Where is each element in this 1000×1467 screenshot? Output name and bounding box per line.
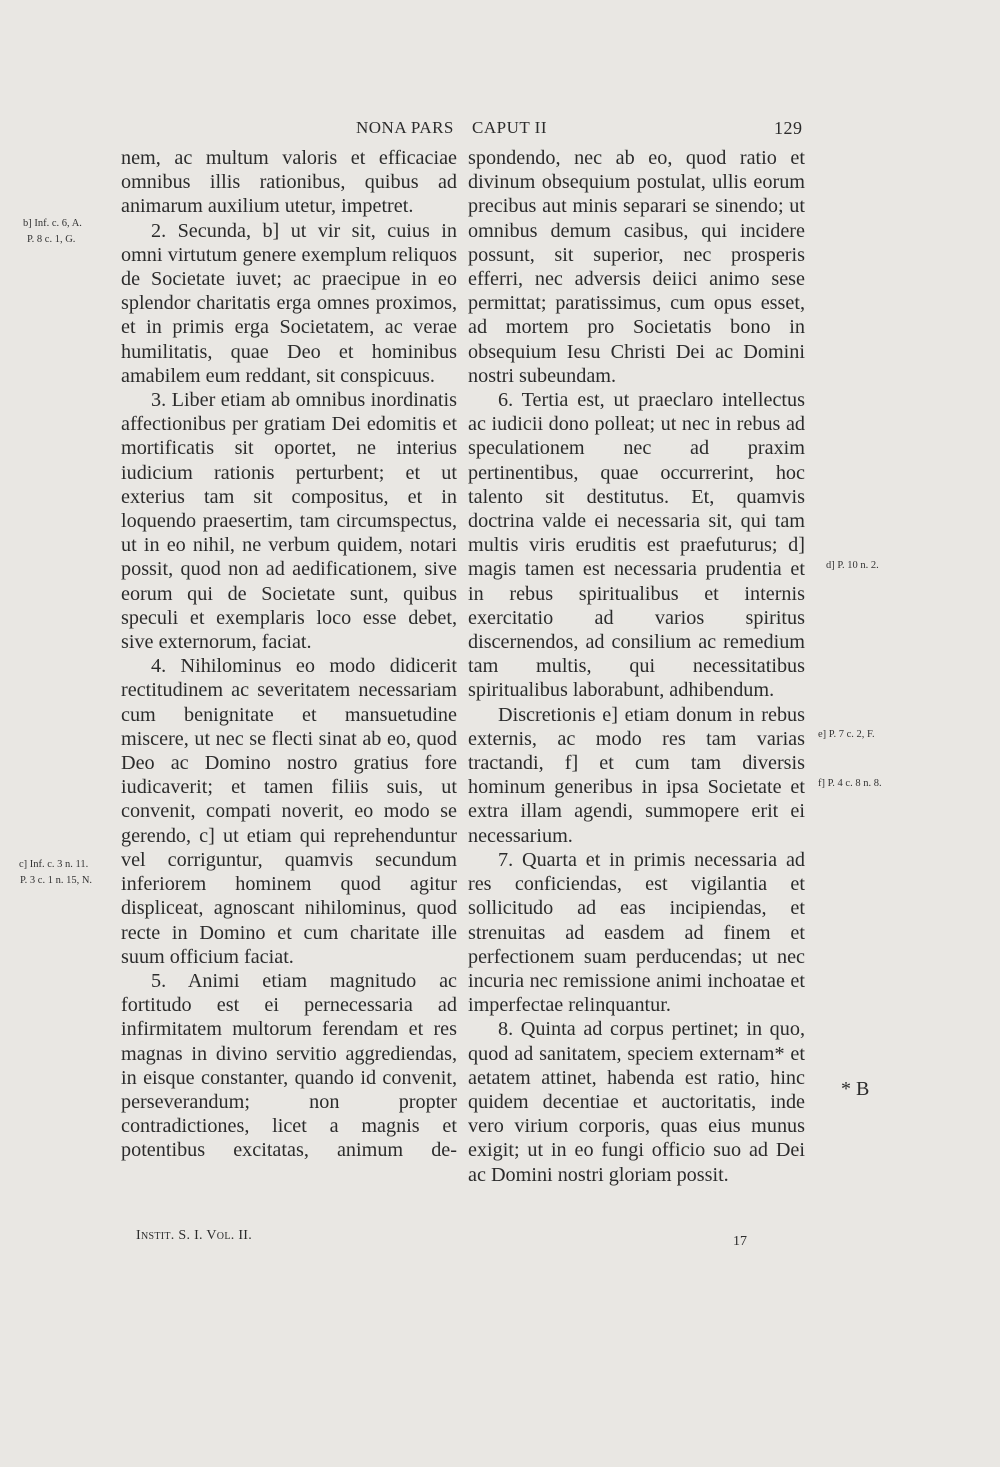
footer-sheet-number: 17 [733,1234,747,1249]
page-number: 129 [774,118,803,138]
margin-note-c-1: c] Inf. c. 3 n. 11. [19,859,89,870]
paragraph: spondendo, nec ab eo, quod ratio et divinum obsequium postulat, ullis eorum precibus aut minis separari se sinendo; ut omnibus demum casibus, qui incidere possunt, sit superior, nec prosperis efferri, nec adversis deiici animo sese permittat; paratissimus, cum opus esset, ad mortem pro Societatis bono in obsequium Iesu Christi Dei ac Domini nostri subeundam. [468,147,805,387]
paragraph: 5. Animi etiam magnitudo ac fortitudo est ei pernecessaria ad infirmitatem multorum ferendam et res magnas in divino servitio aggrediendas, in eisque constanter, quando id convenit, perseverandum; non propter contradictiones, licet a magnis et potentibus excitatas, animum de- [121,969,457,1162]
margin-note-e: e] P. 7 c. 2, F. [818,729,875,740]
margin-note-c-2: P. 3 c. 1 n. 15, N. [20,875,93,886]
paragraph: Discretionis e] etiam donum in rebus externis, ac modo res tam varias tractandi, f] et cum tam diversis hominum generibus in ipsa Societate et extra illam agendi, summopere erit ei necessarium. [468,703,805,847]
paragraph: 2. Secunda, b] ut vir sit, cuius in omni virtutum genere exemplum reliquos de Societate iuvet; ac praecipue in eo splendor charitatis erga omnes proximos, et in primis erga Societatem, ac verae humilitatis, quae Deo et hominibus amabilem eum reddant, sit conspicuus. [121,219,457,387]
running-head-part: NONA PARS [356,118,454,137]
paragraph: 4. Nihilominus eo modo didicerit rectitudinem ac severitatem necessariam cum benignitate et mansuetudine miscere, ut nec se flecti sinat ab eo, quod Deo ac Domino nostro gratius fore iudicaverit; et tamen filiis suis, ut convenit, compati noverit, eo modo se gerendo, c] ut etiam qui reprehenduntur vel corriguntur, quamvis secundum inferiorem hominem quod agitur displiceat, agnoscant nihilominus, quod recte in Domino et cum charitate ille suum officium faciat. [121,655,457,968]
margin-note-b-2: P. 8 c. 1, G. [27,234,76,245]
margin-note-d: d] P. 10 n. 2. [826,560,879,571]
margin-note-b-1: b] Inf. c. 6, A. [23,218,82,229]
paragraph: 6. Tertia est, ut praeclaro intellectus ac iudicii dono polleat; ut nec in rebus ad speculationem nec ad praxim pertinentibus, quae occurrerint, hoc talento sit destitutus. Et, quamvis doctrina valde ei necessaria sit, qui tam multis viris eruditis est praefuturus; d] magis tamen est necessaria prudentia et in rebus spiritualibus et internis exercitatio ad varios spiritus discernendos, ad consilium ac remedium tam multis, qui necessitatibus spiritualibus laborabunt, adhibendum. [468,389,805,702]
paragraph: 3. Liber etiam ab omnibus inordinatis affectionibus per gratiam Dei edomitis et mortificatis sit oportet, ne interius iudicium rationis perturbent; et ut exterius tam sit compositus, et in loquendo praesertim, tam circumspectus, ut in eo nihil, ne verbum quidem, notari possit, quod non ad aedificationem, sive eorum qui de Societate sunt, quibus speculi et exemplaris loco esse debet, sive externorum, faciat. [121,389,457,654]
paragraph: 8. Quinta ad corpus pertinet; in quo, quod ad sanitatem, speciem externam* et aetatem attinet, habenda est ratio, hinc quidem decentiae et auctoritatis, inde vero virium corporis, quas eius munus exigit; ut in eo fungi officio suo ad Dei ac Domini nostri gloriam possit. [468,1018,805,1186]
margin-note-star: * B [841,1078,870,1100]
margin-note-f: f] P. 4 c. 8 n. 8. [818,778,882,789]
running-head-chapter: CAPUT II [472,118,547,137]
paragraph: nem, ac multum valoris et efficaciae omnibus illis rationibus, quibus ad animarum auxilium utetur, impetret. [121,147,457,218]
right-text-column [468,146,805,1187]
left-text-column [121,146,457,1163]
footer-signature: Instit. S. I. Vol. II. [136,1228,253,1243]
paragraph: 7. Quarta et in primis necessaria ad res conficiendas, est vigilantia et sollicitudo ad eas incipiendas, et strenuitas ad easdem ad finem et perfectionem suam perducendas; ut nec incuria nec remissione animi inchoatae et imperfectae relinquantur. [468,848,805,1017]
